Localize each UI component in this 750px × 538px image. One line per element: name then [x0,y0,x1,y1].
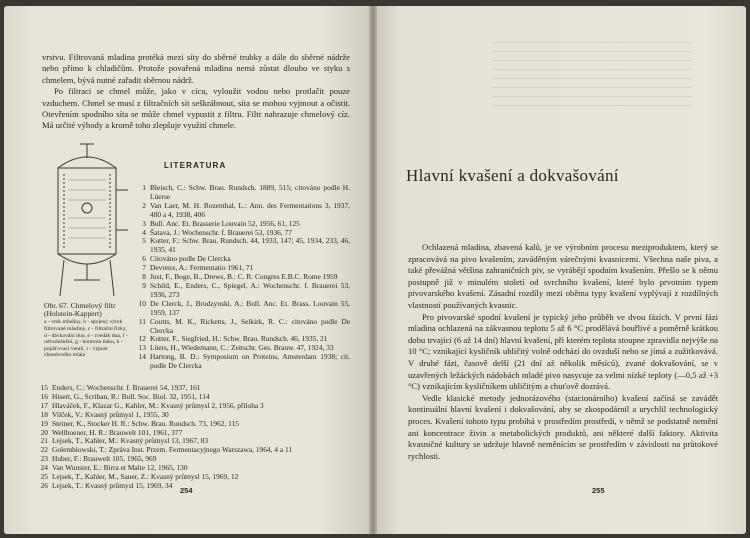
reference-item: 4 Šatava, J.: Wochenschr. f. Brauerei 53, 1936, 77 [142,227,292,237]
reference-item: 22 Golembiowski, T.: Zpráva Inst. Przem. Fermentacyjnego Warszawa, 1964, 4 a 11 [40,445,293,455]
reference-list-wide [34,384,352,491]
chapter-body [408,242,718,462]
chapter-title: Hlavní kvašení a dokvašování [406,166,619,185]
reference-item: 20 Wellhoener, H. R.: Brauwelt 101, 1961, 377 [40,427,183,437]
reference-item: 26 Lejsek, T.: Kvasný průmysl 15, 1969, 34 [40,480,173,490]
hop-filter-drawing [44,140,130,300]
figure-caption [44,302,128,359]
body-paragraph: Ochlazená mladina, zbavená kalů, je ve výrobním procesu meziproduktem, který se zpracovává na pivo kvašením, zaváděným várečnými kvasnicemi. Všechna naše piva, a také převážná většina zahraničních piv, se vyrábějí spodním kvašením. Přešlo se k němu postupně již v minulém století od svrchního kvašení, které bylo prvotním typem pivovarského kvašení. Zásadní rozdíly mezi oběma typy kvašení vyplývají z rozdílných vlastností používaných kvasnic. [408,242,718,310]
literature-heading: LITERATURA [164,161,227,170]
show-through-texture [492,42,692,112]
reference-item: 19 Steiner, K., Stocker H. R.: Schw. Brau. Rundsch. 73, 1962, 115 [40,418,239,428]
reference-item: 7 Devreux, A.: Fermentatio 1961, 71 [142,263,254,273]
reference-item: 5 Kutter, F.: Schw. Brau. Rundsch. 44, 1933, 147; 45, 1934, 233, 46, 1935, 41 [142,236,350,255]
reference-item: 14 Hartong, B. D.: Symposium on Proteins, Amsterdam 1938; cit. podle De Clercka [138,352,350,371]
reference-item: 13 Lüers, H., Wiedemann, C.: Zeitschr. Ges. Brauw. 47, 1924, 33 [138,343,334,353]
reference-item: 2 Van Laer, M. H. Rozenthal, L.: Ann. des Fermentations 3, 1937, 480 a 4, 1938, 406 [142,200,350,219]
figure-legend: a - vtok mladiny, b - spojený výtok filtrované mladiny, c - filtrační řízky, d - dávkování duo, e - zvedák dna, f - odvzdušnění, g - kontrola tlaku, h - pojišťovací ventil, i - výpust chmelového mláta [44,319,128,359]
intro-text [42,52,350,132]
reference-item: 9 Schild, E., Enders, C., Spiegel, A.: Wochenschr. f. Brauerei 53, 1936, 273 [142,280,350,299]
left-page [4,6,374,534]
reference-item: 24 Van Wunster, E.: Birra et Malte 12, 1965, 130 [40,463,188,473]
book-gutter [369,6,377,534]
intro-paragraph: Po filtraci se chmel může, jako v cícu, vyloužit vodou nebo protlačit pouze vzduchem. Chmel se musí z filtračních sít seškrábnout, síta se mohou vyjmout a očistit. Otevřením spodního síta se může chmel vypustit z filtru. Filtr nahrazuje chmelový cíz. Má určité výhody a kromě toho zlepšuje využití chmele. [42,86,350,131]
reference-item: 10 De Clerck, J., Brudzynski, A.: Bull. Anc. Et. Brass. Louvain 55, 1959, 137 [138,298,350,317]
reference-item: 23 Huber, F.: Brauwelt 105, 1965, 969 [40,454,157,464]
reference-item: 3 Bull. Anc. Et. Brasserie Louvain 52, 1956, 61, 125 [142,218,300,228]
reference-item: 15 Enders, C.: Wochenschr. f. Brauerei 54, 1937, 161 [40,383,201,392]
right-page [372,6,746,534]
reference-item: 25 Lejsek, T., Kahler, M., Sauer, Z.: Kvasný průmysl 15, 1969, 12 [40,472,239,482]
hop-filter-figure [44,140,130,300]
figure-title: Obr. 67. Chmelový filtr (Holstein-Kappert) [44,301,116,319]
reference-item: 18 Vilček, V.: Kvasný průmysl 1, 1955, 30 [40,409,169,419]
reference-item: 8 Just, F., Boge, B., Drews, B.: C. R. Congres E.B.C. Rome 1959 [142,272,338,282]
reference-list [132,184,350,371]
reference-item: 1 Bleisch, C.: Schw. Brau. Rundsch. 1889, 515; citováno podle H. Lüerse [142,183,350,201]
body-paragraph: Vedle klasické metody jednorázového (stacionárního) kvašení začíná se zavádět kontinuální hlavní kvašení i dokvašování, aby se zkospodárnil a urychlil technologický proces. Kvašení tohoto typu probíhá v prostředím prostředí, v němž se podstatně nemění ani koncentrace živin a metabolických produktů, ani některé další faktory. Aktivita kvasničné kultury se udržuje hlavně neměnícím se prostředím v závislosti na průtokové rychlosti. [408,392,718,461]
reference-item: 16 Hisert, G., Scriban, R.: Bull. Soc. Biol. 32, 1951, 114 [40,391,210,401]
reference-item: 6 Citováno podle De Clercka [142,254,231,264]
reference-item: 11 Coutts, M. K., Ricketts, J., Selkirk, R. C.: citováno podle De Clercka [138,316,350,335]
page-number: 254 [180,486,193,495]
reference-item: 21 Lejsek, T., Kahler, M.: Kvasný průmysl 13, 1967, 83 [40,436,209,446]
reference-item: 12 Kutter, F., Siegfried, H.: Schw. Brau. Rundsch. 46, 1935, 21 [138,334,328,344]
body-paragraph: Pro pivovarské spodní kvašení je typický jeho průběh ve dvou fázích. V první fázi mladina ochlazená na zákvasnou teplotu 5 až 6 °C prodělává bouřlivé a poměrně krátkou dobu trvající (6 až 14 dní) hlavní kvašení, při kterém teplota stoupne zpravidla nejvýše na 10 °C; vznikající kysličník uhličitý volně odchází do ovzduší nebo se jímá a zužitkovává. V druhé fázi, časově delší (21 dní až několik měsíců), zvané dokvašování, se v uzavřených ležáckých nádobách mladé pivo nasycuje za velmi nízké teploty (—0,5 až +3 °C) vznikajícím kysličníkem uhličitým a chuťově dozrává. [408,311,718,392]
reference-item: 17 Hlaváček, F., Klazar G., Kahler, M.: Kvasný průmysl 2, 1956, příloha 3 [40,400,264,410]
page-number: 255 [592,486,605,495]
intro-paragraph: vrstvu. Filtrovaná mladina protéká mezi síty do sběrné trubky a dále do sběrné nádrže nebo přímo k chladičům. Protože povařená mladina nemá zůstat dlouho ve styku s chmelem, bývá nutné zařadit sběrnou nádrž. [42,52,350,85]
